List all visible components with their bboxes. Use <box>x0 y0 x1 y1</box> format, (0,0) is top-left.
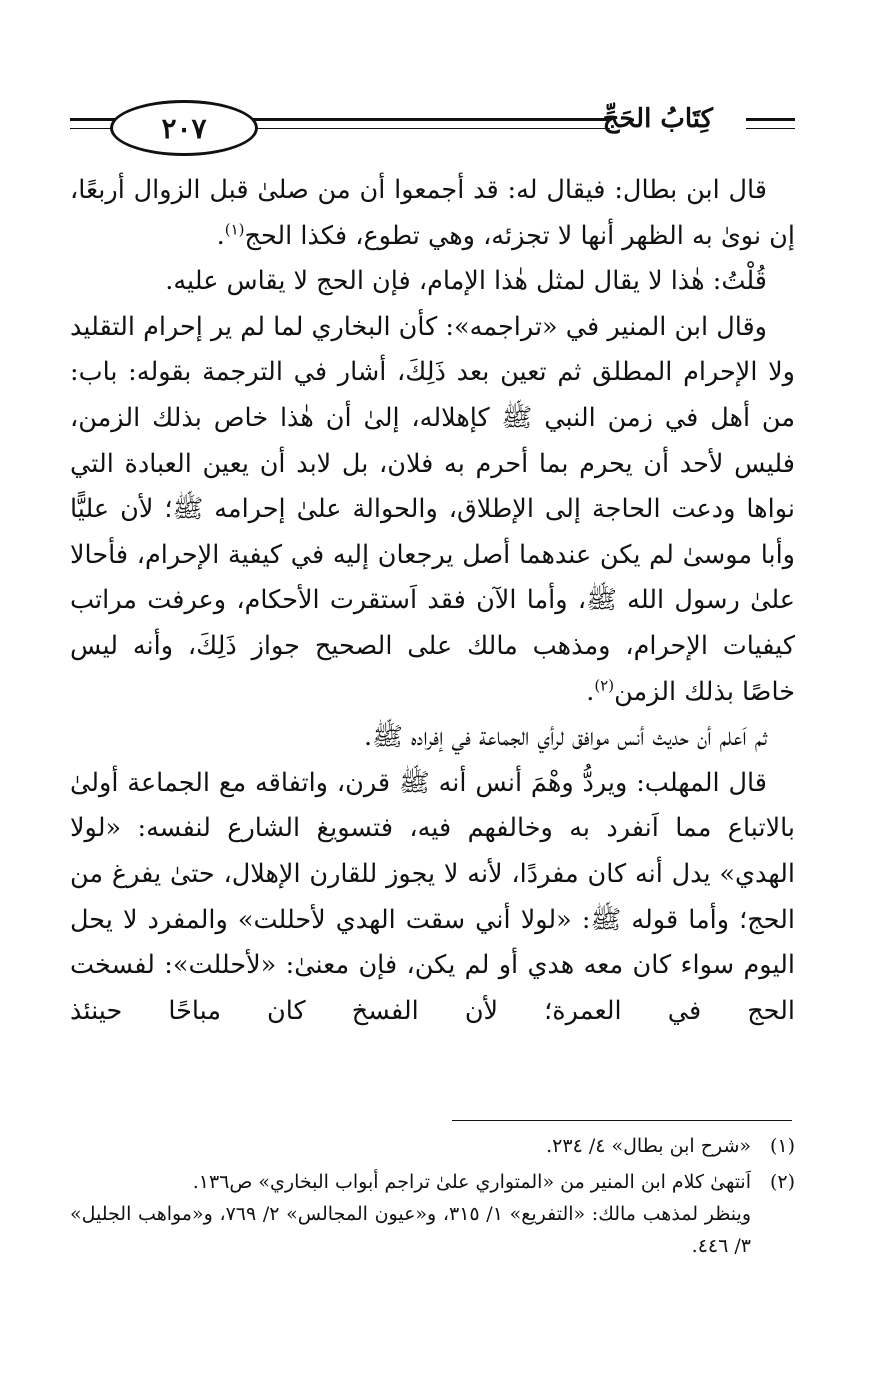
footnote-separator <box>452 1120 792 1121</box>
paragraph <box>70 259 795 305</box>
footnote-line: «شرح ابن بطال» ٤/ ٢٣٤. <box>546 1135 751 1157</box>
header-rule-middle-bottom <box>252 128 610 129</box>
page-number: ٢٠٧ <box>110 100 258 156</box>
header-rule-middle-top <box>252 118 610 121</box>
footnote <box>70 1130 795 1162</box>
paragraph-text: وقال ابن المنير في «تراجمه»: كأن البخاري لما لم ير إحرام التقليد ولا الإحرام المطلق ثم تعين بعد ذَلِكَ، أشار في الترجمة بقوله: باب: من أهل في زمن النبي ﷺ كإهلاله، إلىٰ أن هٰذا خاص بذلك الزمن، فليس لأحد أن يحرم بما أحرم به فلان، بل لابد أن يعين العبادة التي نواها ودعت الحاجة إلى الإطلاق، والحوالة علىٰ إحرامه ﷺ؛ لأن عليًّا وأبا موسىٰ لم يكن عندهما أصل يرجعان إليه في كيفية الإحرام، فأحالا علىٰ رسول الله ﷺ، وأما الآن فقد اَستقرت الأحكام، وعرفت مراتب كيفيات الإحرام، ومذهب مالك على الصحيح جواز ذَلِكَ، وأنه ليس خاصًا بذلك الزمن <box>70 311 795 707</box>
footnote-number: (١) <box>769 1135 795 1157</box>
paragraph <box>70 168 795 259</box>
footnote <box>70 1166 795 1262</box>
footnotes <box>70 1130 795 1266</box>
paragraph-text: قُلْتُ: هٰذا لا يقال لمثل هٰذا الإمام، فإن الحج لا يقاس عليه. <box>165 266 767 297</box>
header-rule-right-top <box>746 118 795 121</box>
main-text <box>70 168 795 1034</box>
page-header <box>70 92 795 162</box>
header-rule-right-bottom <box>746 128 795 129</box>
footnote-line: اَنتهىٰ كلام ابن المنير من «المتواري علىٰ تراجم أبواب البخاري» ص١٣٦. <box>192 1171 751 1193</box>
paragraph <box>70 715 795 761</box>
paragraph-end: . <box>216 220 225 251</box>
paragraph <box>70 305 795 715</box>
paragraph-text: ثم اَعلم أن حديث أنس موافق لرأي الجماعة في إفراده ﷺ. <box>364 722 767 753</box>
footnote-ref: (٢) <box>594 676 615 695</box>
footnote-number: (٢) <box>769 1171 795 1193</box>
footnote-text <box>70 1130 751 1162</box>
footnote-ref: (١) <box>224 220 245 239</box>
paragraph-text: قال المهلب: ويردُّ وهْمَ أنس أنه ﷺ قرن، واتفاقه مع الجماعة أولىٰ بالاتباع مما اَنفرد به وخالفهم فيه، فتسويغ الشارع لنفسه: «لولا الهدي» يدل أنه كان مفردًا، لأنه لا يجوز للقارن الإهلال، حتىٰ يفرغ من الحج؛ وأما قوله ﷺ: «لولا أني سقت الهدي لأحللت» والمفرد لا يحل اليوم سواء كان معه هدي أو لم يكن، فإن معنىٰ: «لأحللت»: لفسخت الحج في العمرة؛ لأن الفسخ كان مباحًا حينئذ <box>70 767 795 1026</box>
footnote-text <box>70 1166 751 1262</box>
paragraph <box>70 761 795 1035</box>
paragraph-end: . <box>586 676 595 707</box>
paragraph-text: قال ابن بطال: فيقال له: قد أجمعوا أن من صلىٰ قبل الزوال أربعًا، إن نوىٰ به الظهر أنها لا تجزئه، وهي تطوع، فكذا الحج <box>70 175 795 251</box>
footnote-line: وينظر لمذهب مالك: «التفريع» ١/ ٣١٥، و«عيون المجالس» ٢/ ٧٦٩، و«مواهب الجليل» ٣/ ٤٤٦. <box>70 1203 751 1257</box>
book-title: كِتَابُ الحَجِّ <box>602 104 713 134</box>
header-rule-left-top <box>70 118 118 121</box>
